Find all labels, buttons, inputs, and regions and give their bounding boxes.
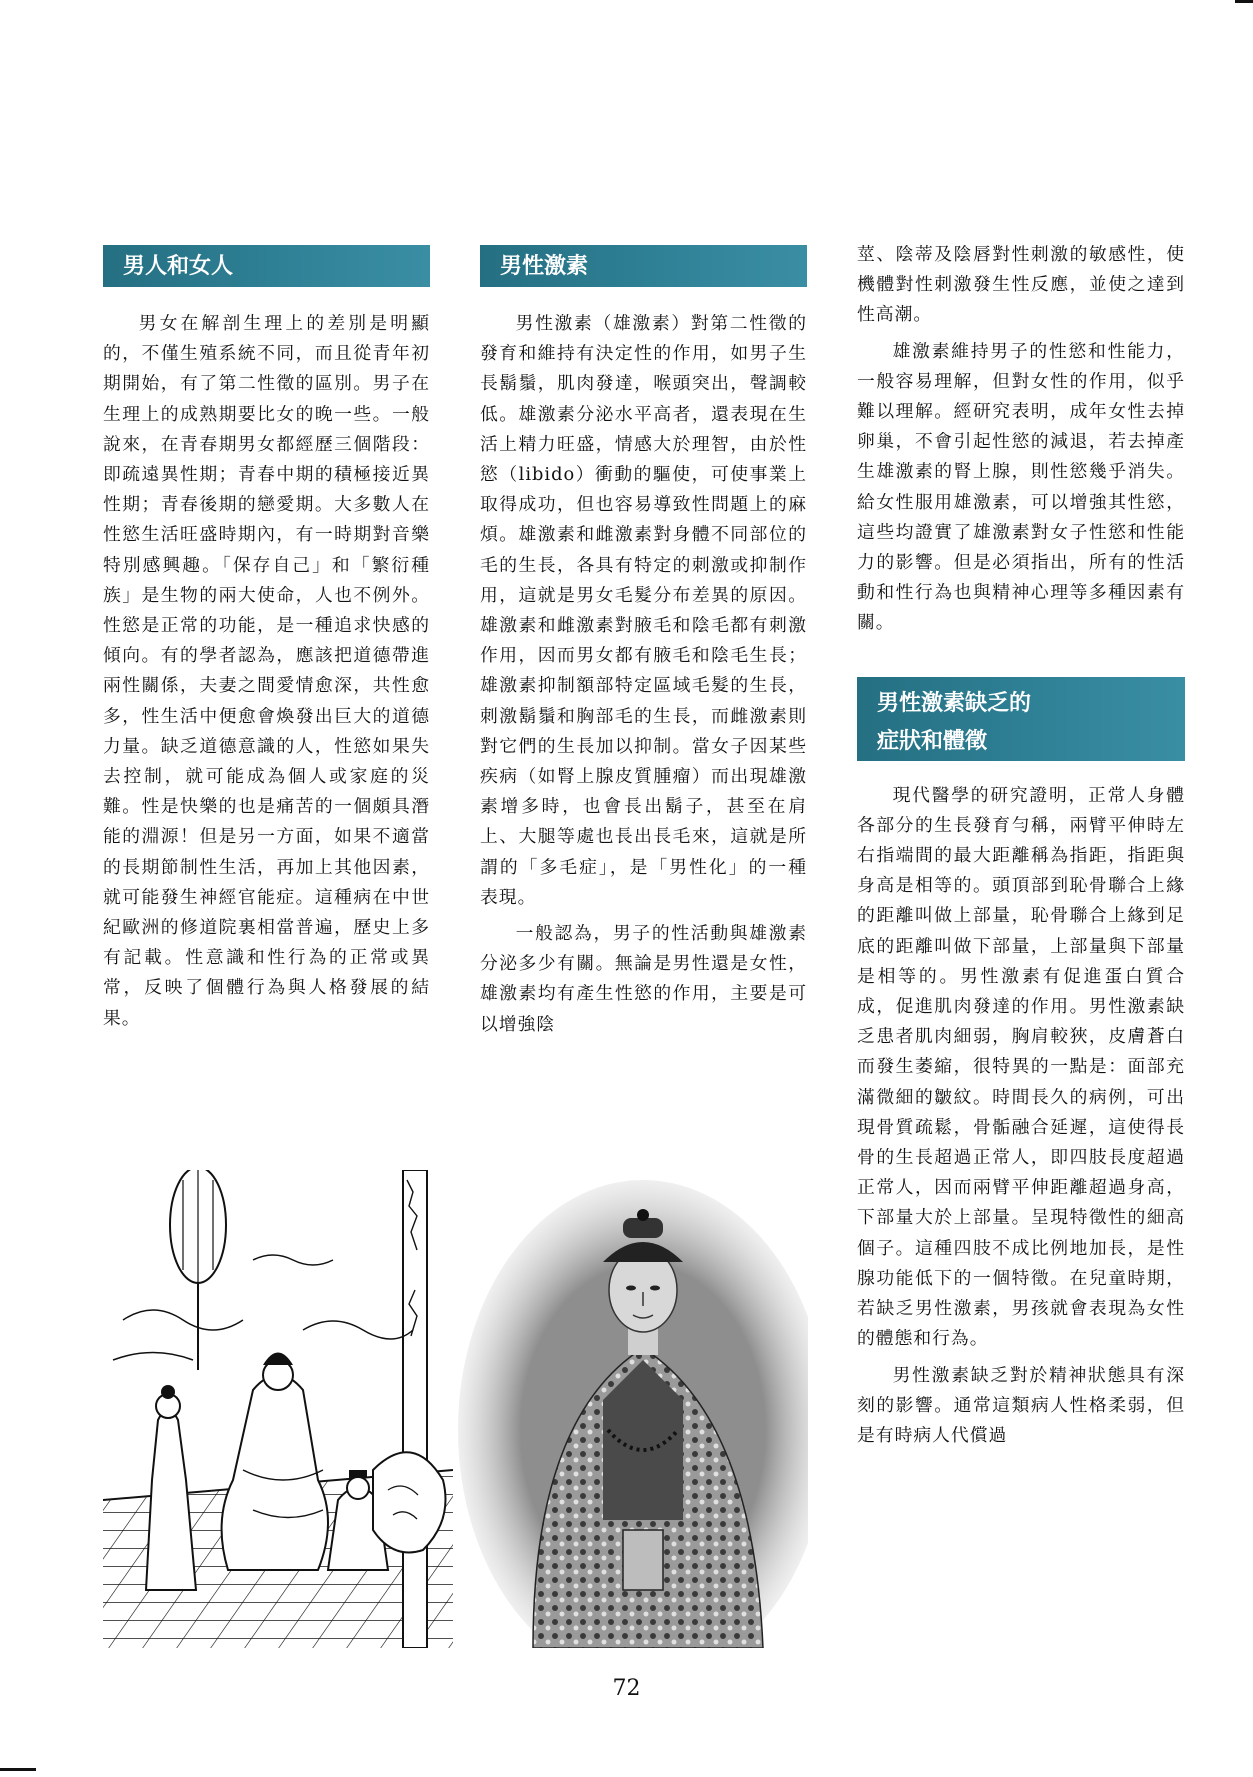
section-heading-men-and-women: 男人和女人	[103, 245, 430, 287]
woodcut-scene	[103, 1170, 453, 1648]
section-heading-male-hormone: 男性激素	[480, 245, 807, 287]
column-1	[103, 245, 430, 1034]
column-3	[857, 240, 1185, 1451]
crop-mark-top-right	[1235, 0, 1253, 3]
body-paragraph: 男性激素缺乏對於精神狀態具有深刻的影響。通常這類病人性格柔弱，但是有時病人代償過	[857, 1364, 1185, 1446]
crop-mark-bottom-left	[0, 1768, 36, 1771]
body-paragraph: 男女在解剖生理上的差別是明顯的，不僅生殖系統不同，而且從青年初期開始，有了第二性徵的區別。男子在生理上的成熟期要比女的晚一些。一般說來，在青春期男女都經歷三個階段：即疏遠異性期；青春中期的積極接近異性期；青春後期的戀愛期。大多數人在性慾生活旺盛時期內，有一時期對音樂特別感興趣。「保存自己」和「繁衍種族」是生物的兩大使命，人也不例外。性慾是正常的功能，是一種追求快感的傾向。有的學者認為，應該把道德帶進兩性關係，夫妻之間愛情愈深，共性愈多，性生活中便愈會煥發出巨大的道德力量。缺乏道德意識的人，性慾如果失去控制，就可能成為個人或家庭的災難。性是快樂的也是痛苦的一個頗具潛能的淵源！但是另一方面，如果不適當的長期節制性生活，再加上其他因素，就可能發生神經官能症。這種病在中世紀歐洲的修道院裏相當普遍，歷史上多有記載。性意識和性行為的正常或異常，反映了個體行為與人格發展的結果。	[103, 313, 430, 1029]
portrait-photograph	[453, 1170, 808, 1648]
section-heading-deficiency-symptoms	[857, 677, 1185, 761]
page-number: 72	[612, 1676, 641, 1701]
illustration-composite	[103, 1170, 808, 1648]
body-paragraph: 男性激素（雄激素）對第二性徵的發育和維持有決定性的作用，如男子生長鬍鬚，肌肉發達，喉頭突出，聲調較低。雄激素分泌水平高者，還表現在生活上精力旺盛，情感大於理智，由於性慾（libido）衝動的驅使，可使事業上取得成功，但也容易導致性問題上的麻煩。雄激素和雌激素對身體不同部位的毛的生長，各具有特定的刺激或抑制作用，這就是男女毛髮分布差異的原因。雄激素和雌激素對腋毛和陰毛都有刺激作用，因而男女都有腋毛和陰毛生長；雄激素抑制額部特定區域毛髮的生長，刺激鬍鬚和胸部毛的生長，而雌激素則對它們的生長加以抑制。當女子因某些疾病（如腎上腺皮質腫瘤）而出現雄激素增多時，也會長出鬍子，甚至在肩上、大腿等處也長出長毛來，這就是所謂的「多毛症」，是「男性化」的一種表現。	[480, 313, 807, 908]
body-paragraph: 一般認為，男子的性活動與雄激素分泌多少有關。無論是男性還是女性，雄激素均有產生性慾的作用，主要是可以增強陰	[480, 923, 807, 1035]
body-paragraph: 雄激素維持男子的性慾和性能力，一般容易理解，但對女性的作用，似乎難以理解。經研究表明，成年女性去掉卵巢，不會引起性慾的減退，若去掉產生雄激素的腎上腺，則性慾幾乎消失。給女性服用雄激素，可以增強其性慾，這些均證實了雄激素對女子性慾和性能力的影響。但是必須指出，所有的性活動和性行為也與精神心理等多種因素有關。	[857, 340, 1185, 634]
body-paragraph: 現代醫學的研究證明，正常人身體各部分的生長發育勻稱，兩臂平伸時左右指端間的最大距離稱為指距，指距與身高是相等的。頭頂部到恥骨聯合上緣的距離叫做上部量，恥骨聯合上緣到足底的距離叫做下部量，上部量與下部量是相等的。男性激素有促進蛋白質合成，促進肌肉發達的作用。男性激素缺乏患者肌肉細弱，胸肩較狹，皮膚蒼白而發生萎縮，很特異的一點是：面部充滿微細的皺紋。時間長久的病例，可出現骨質疏鬆，骨骺融合延遲，這使得長骨的生長超過正常人，即四肢長度超過正常人，因而兩臂平伸距離超過身高，下部量大於上部量。呈現特徵性的細高個子。這種四肢不成比例地加長，是性腺功能低下的一個特徵。在兒童時期，若缺乏男性激素，男孩就會表現為女性的體態和行為。	[857, 784, 1185, 1350]
column-2	[480, 245, 807, 1040]
heading-line: 症狀和體徵	[877, 728, 988, 754]
heading-line: 男性激素缺乏的	[877, 690, 1032, 716]
body-paragraph-continued: 莖、陰蒂及陰唇對性刺激的敏感性，使機體對性刺激發生性反應，並使之達到性高潮。	[857, 244, 1185, 326]
